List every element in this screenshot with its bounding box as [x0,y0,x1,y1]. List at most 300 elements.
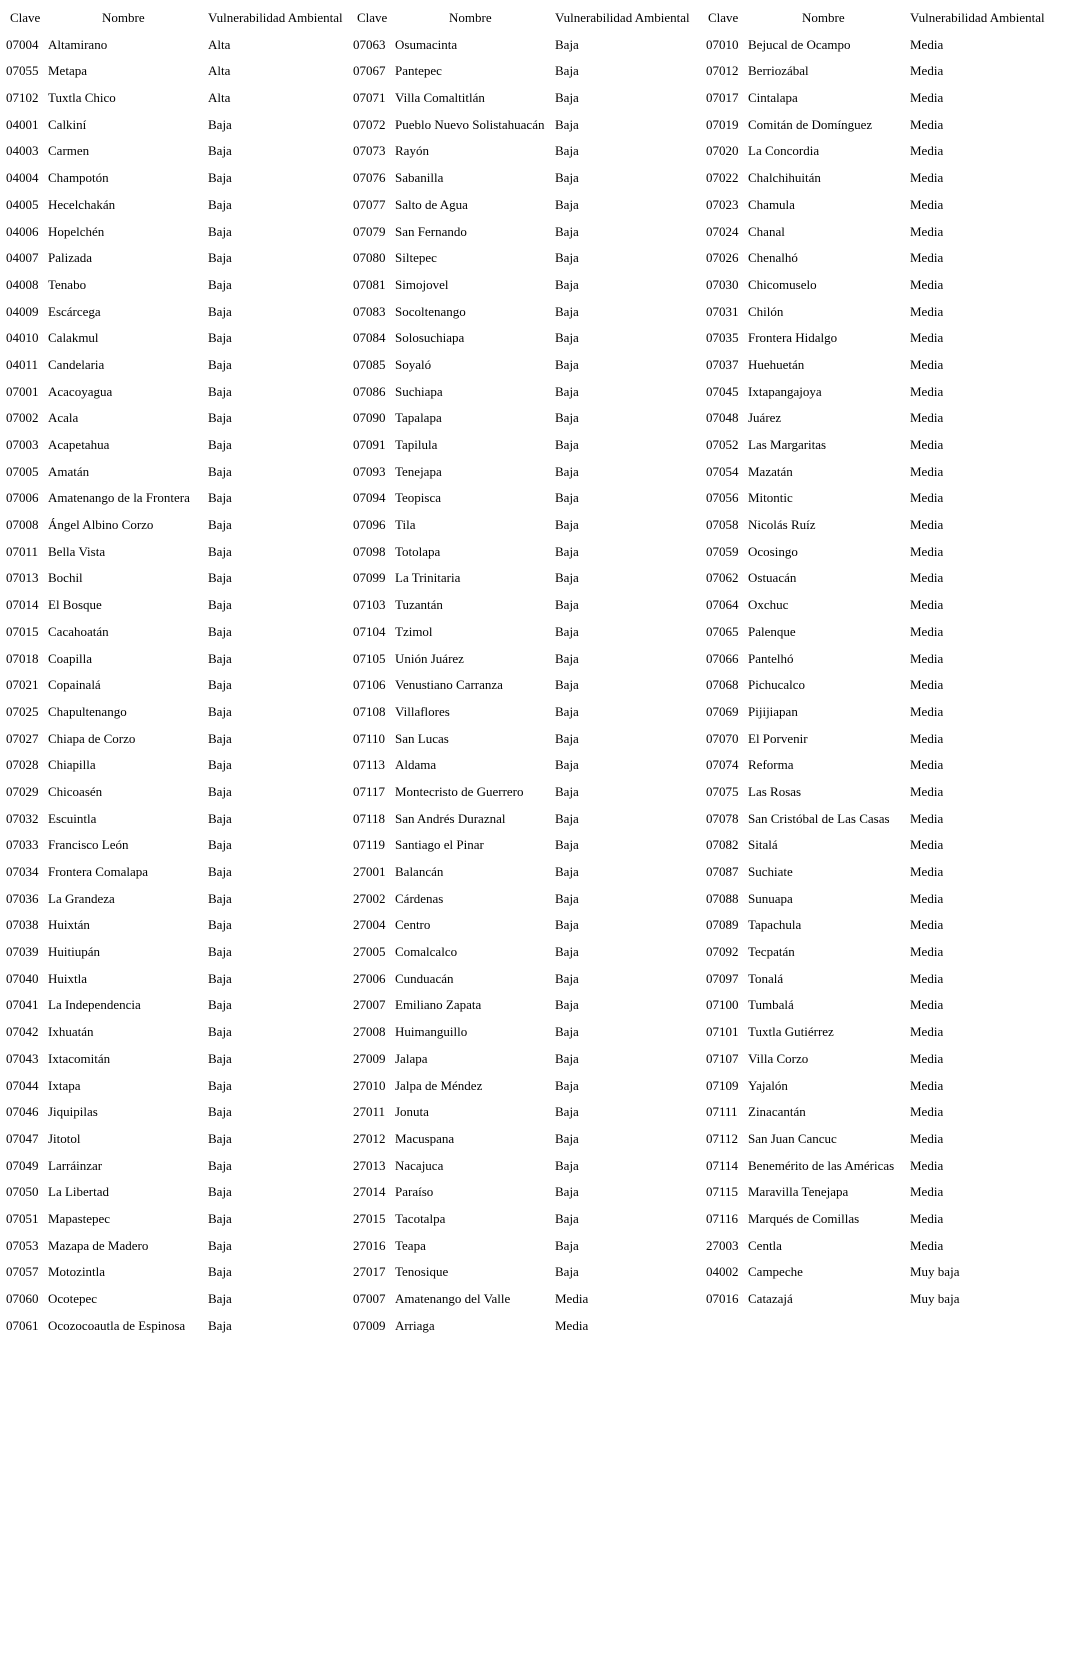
cell-vulnerabilidad: Baja [555,917,579,933]
cell-nombre: Tapalapa [395,410,442,426]
cell-nombre: Cacahoatán [48,623,109,639]
cell-clave: 04006 [6,223,39,239]
cell-nombre: San Lucas [395,730,449,746]
cell-vulnerabilidad: Media [910,1184,944,1200]
cell-clave: 27006 [353,970,386,986]
cell-nombre: Chicomuselo [748,276,817,292]
cell-nombre: Tuzantán [395,597,443,613]
cell-vulnerabilidad: Baja [208,1077,232,1093]
cell-vulnerabilidad: Media [910,330,944,346]
cell-clave: 07047 [6,1130,39,1146]
cell-nombre: Sitalá [748,837,778,853]
cell-clave: 07001 [6,383,39,399]
cell-nombre: Socoltenango [395,303,466,319]
cell-clave: 07114 [706,1157,739,1173]
cell-nombre: Osumacinta [395,36,458,52]
cell-vulnerabilidad: Baja [208,543,232,559]
cell-nombre: San Juan Cancuc [748,1130,837,1146]
cell-vulnerabilidad: Baja [555,303,579,319]
cell-vulnerabilidad: Media [910,276,944,292]
cell-clave: 07035 [706,330,739,346]
cell-clave: 27013 [353,1157,386,1173]
cell-clave: 07106 [353,677,386,693]
cell-vulnerabilidad: Baja [555,997,579,1013]
cell-vulnerabilidad: Baja [555,36,579,52]
cell-clave: 07015 [6,623,39,639]
cell-nombre: Motozintla [48,1264,106,1280]
cell-clave: 07020 [706,143,739,159]
cell-clave: 07013 [6,570,39,586]
cell-clave: 27001 [353,864,386,879]
cell-vulnerabilidad: Media [910,1104,944,1120]
cell-nombre: Pantepec [395,63,442,79]
cell-clave: 07072 [353,116,386,132]
cell-clave: 07018 [6,650,39,666]
cell-clave: 27007 [353,997,386,1013]
cell-vulnerabilidad: Baja [208,116,232,132]
cell-clave: 07055 [6,63,39,79]
cell-nombre: Totolapa [395,543,441,559]
cell-vulnerabilidad: Media [910,890,944,906]
cell-clave: 07023 [706,196,739,212]
cell-vulnerabilidad: Baja [555,783,579,799]
cell-vulnerabilidad: Baja [555,223,579,239]
cell-vulnerabilidad: Baja [555,810,579,826]
cell-vulnerabilidad: Baja [555,383,579,399]
cell-nombre: Amatán [48,463,90,479]
cell-clave: 07102 [6,90,39,106]
cell-clave: 07051 [6,1210,39,1226]
cell-clave: 07117 [353,783,386,799]
cell-clave: 07017 [706,90,739,106]
cell-vulnerabilidad: Baja [208,303,232,319]
header-vulnerabilidad: Vulnerabilidad Ambiental [555,10,690,25]
cell-vulnerabilidad: Alta [208,36,231,52]
cell-nombre: Mazatán [748,463,793,479]
cell-vulnerabilidad: Media [910,543,944,559]
cell-nombre: Tumbalá [748,997,794,1013]
cell-clave: 07003 [6,437,39,452]
cell-clave: 27014 [353,1184,386,1200]
cell-vulnerabilidad: Muy baja [910,1291,960,1306]
cell-nombre: Maravilla Tenejapa [748,1184,849,1200]
cell-clave: 07077 [353,196,386,212]
cell-nombre: Oxchuc [748,597,789,613]
cell-clave: 07073 [353,143,386,159]
cell-vulnerabilidad: Baja [555,1157,579,1173]
cell-nombre: Huixtán [48,917,90,933]
cell-vulnerabilidad: Media [910,463,944,479]
cell-clave: 04007 [6,250,39,266]
cell-clave: 07062 [706,570,739,586]
cell-nombre: Chamula [748,196,795,212]
cell-nombre: Suchiapa [395,383,443,399]
cell-nombre: Amatenango del Valle [395,1291,511,1306]
cell-vulnerabilidad: Media [910,970,944,986]
cell-clave: 07025 [6,703,39,719]
cell-nombre: La Grandeza [48,890,115,906]
cell-clave: 07034 [6,864,39,879]
cell-vulnerabilidad: Baja [208,330,232,346]
cell-vulnerabilidad: Baja [555,1024,579,1040]
cell-vulnerabilidad: Baja [208,250,232,266]
cell-nombre: Chiapilla [48,757,96,773]
cell-vulnerabilidad: Baja [555,837,579,853]
cell-vulnerabilidad: Media [910,864,944,879]
cell-clave: 07064 [706,597,739,613]
cell-nombre: Cárdenas [395,890,444,906]
cell-nombre: Ixtapa [48,1077,81,1093]
cell-nombre: Tuxtla Gutiérrez [748,1024,834,1040]
cell-vulnerabilidad: Baja [208,623,232,639]
cell-nombre: Montecristo de Guerrero [395,783,524,799]
cell-clave: 07021 [6,677,39,693]
cell-nombre: Pichucalco [748,677,806,693]
cell-clave: 07045 [706,383,739,399]
cell-nombre: Acapetahua [48,437,110,452]
cell-clave: 07070 [706,730,739,746]
cell-nombre: Chicoasén [48,783,103,799]
cell-nombre: Huitiupán [48,944,100,960]
cell-nombre: Solosuchiapa [395,330,465,346]
cell-vulnerabilidad: Media [910,250,944,266]
cell-nombre: Santiago el Pinar [395,837,484,853]
cell-vulnerabilidad: Media [555,1317,589,1333]
cell-nombre: Candelaria [48,356,105,372]
cell-vulnerabilidad: Baja [208,276,232,292]
cell-vulnerabilidad: Baja [555,570,579,586]
cell-clave: 07099 [353,570,386,586]
cell-clave: 07089 [706,917,739,933]
cell-clave: 07060 [6,1291,39,1306]
cell-clave: 07097 [706,970,739,986]
cell-clave: 07002 [6,410,39,426]
cell-vulnerabilidad: Baja [208,517,232,533]
cell-nombre: Coapilla [48,650,93,666]
cell-nombre: Zinacantán [748,1104,806,1120]
cell-vulnerabilidad: Baja [555,703,579,719]
cell-clave: 07088 [706,890,739,906]
cell-vulnerabilidad: Baja [555,1264,579,1280]
cell-vulnerabilidad: Baja [555,437,579,452]
cell-nombre: Villa Corzo [748,1050,809,1066]
cell-vulnerabilidad: Media [910,303,944,319]
cell-clave: 07010 [706,36,739,52]
cell-nombre: Chanal [748,223,785,239]
cell-nombre: Nacajuca [395,1157,444,1173]
cell-clave: 07087 [706,864,739,879]
cell-vulnerabilidad: Baja [208,864,232,879]
cell-vulnerabilidad: Baja [555,490,579,506]
cell-nombre: Ixtapangajoya [748,383,822,399]
cell-vulnerabilidad: Media [910,36,944,52]
cell-clave: 07004 [6,36,39,52]
cell-nombre: Centla [748,1237,782,1253]
cell-vulnerabilidad: Media [910,1237,944,1253]
cell-nombre: Hopelchén [48,223,105,239]
cell-nombre: Juárez [748,410,782,426]
cell-clave: 07069 [706,703,739,719]
cell-nombre: Rayón [395,143,429,159]
cell-vulnerabilidad: Baja [208,490,232,506]
cell-nombre: La Concordia [748,143,820,159]
cell-clave: 04005 [6,196,39,212]
cell-clave: 07071 [353,90,386,106]
cell-vulnerabilidad: Baja [208,570,232,586]
cell-clave: 07078 [706,810,739,826]
cell-nombre: Chiapa de Corzo [48,730,136,746]
cell-clave: 07039 [6,944,39,960]
cell-clave: 07057 [6,1264,39,1280]
cell-nombre: Chalchihuitán [748,170,821,186]
cell-clave: 27015 [353,1210,386,1226]
cell-clave: 07080 [353,250,386,266]
cell-nombre: Calakmul [48,330,99,346]
cell-vulnerabilidad: Baja [555,730,579,746]
cell-vulnerabilidad: Baja [555,463,579,479]
cell-vulnerabilidad: Media [910,490,944,506]
cell-clave: 04010 [6,330,39,346]
cell-clave: 04002 [706,1264,739,1280]
cell-vulnerabilidad: Baja [208,383,232,399]
cell-vulnerabilidad: Baja [555,143,579,159]
cell-vulnerabilidad: Media [910,944,944,960]
cell-nombre: Tacotalpa [395,1210,446,1226]
cell-nombre: Mapastepec [48,1210,111,1226]
cell-nombre: Tapilula [395,437,438,452]
cell-clave: 07029 [6,783,39,799]
cell-clave: 07058 [706,517,739,533]
cell-clave: 27012 [353,1130,386,1146]
cell-clave: 07101 [706,1024,739,1040]
cell-vulnerabilidad: Media [910,783,944,799]
cell-vulnerabilidad: Media [910,1077,944,1093]
cell-nombre: El Porvenir [748,730,808,746]
cell-nombre: La Independencia [48,997,141,1013]
cell-nombre: Tonalá [748,970,784,986]
cell-nombre: Jalpa de Méndez [395,1077,483,1093]
cell-nombre: Ocosingo [748,543,798,559]
cell-vulnerabilidad: Baja [555,543,579,559]
cell-vulnerabilidad: Baja [555,890,579,906]
cell-clave: 04003 [6,143,39,159]
cell-vulnerabilidad: Baja [555,410,579,426]
cell-clave: 07111 [706,1104,738,1120]
cell-vulnerabilidad: Media [910,1024,944,1040]
cell-clave: 07006 [6,490,39,506]
cell-nombre: Francisco León [48,837,129,853]
cell-clave: 07100 [706,997,739,1013]
cell-nombre: Arriaga [395,1317,435,1333]
cell-vulnerabilidad: Baja [208,1291,232,1306]
cell-clave: 07027 [6,730,39,746]
cell-vulnerabilidad: Baja [208,1050,232,1066]
cell-nombre: Ocozocoautla de Espinosa [48,1317,186,1333]
header-clave: Clave [10,10,41,25]
cell-clave: 27011 [353,1104,386,1120]
cell-nombre: Catazajá [748,1291,793,1306]
cell-nombre: Frontera Hidalgo [748,330,838,346]
cell-clave: 07068 [706,677,739,693]
cell-clave: 27004 [353,917,386,933]
cell-clave: 07040 [6,970,39,986]
cell-nombre: Emiliano Zapata [395,997,482,1013]
cell-vulnerabilidad: Baja [208,410,232,426]
cell-nombre: Tuxtla Chico [48,90,116,106]
cell-nombre: Ixtacomitán [48,1050,111,1066]
cell-clave: 07086 [353,383,386,399]
cell-nombre: Palizada [48,250,93,266]
cell-vulnerabilidad: Media [910,1210,944,1226]
cell-clave: 07118 [353,810,386,826]
header-vulnerabilidad: Vulnerabilidad Ambiental [910,10,1045,25]
cell-clave: 07076 [353,170,386,186]
cell-vulnerabilidad: Baja [555,623,579,639]
cell-nombre: Bejucal de Ocampo [748,36,851,52]
header-nombre: Nombre [449,10,492,25]
cell-vulnerabilidad: Media [910,63,944,79]
cell-nombre: Centro [395,917,431,933]
cell-vulnerabilidad: Baja [208,1157,232,1173]
cell-clave: 07115 [706,1184,739,1200]
cell-vulnerabilidad: Baja [555,1237,579,1253]
cell-nombre: Campeche [748,1264,803,1280]
cell-nombre: Pueblo Nuevo Solistahuacán [395,116,545,132]
cell-clave: 07036 [6,890,39,906]
cell-vulnerabilidad: Media [910,437,944,452]
cell-nombre: Sabanilla [395,170,444,186]
cell-nombre: Altamirano [48,36,108,52]
cell-nombre: Yajalón [748,1077,788,1093]
cell-vulnerabilidad: Baja [208,170,232,186]
cell-vulnerabilidad: Alta [208,63,231,79]
cell-clave: 27002 [353,890,386,906]
cell-nombre: Chapultenango [48,703,127,719]
cell-clave: 07050 [6,1184,39,1200]
cell-clave: 07082 [706,837,739,853]
cell-nombre: Tenejapa [395,463,442,479]
cell-vulnerabilidad: Media [910,597,944,613]
cell-nombre: Paraíso [395,1184,434,1200]
cell-vulnerabilidad: Baja [555,970,579,986]
cell-clave: 07052 [706,437,739,452]
cell-clave: 27005 [353,944,386,960]
cell-vulnerabilidad: Baja [208,997,232,1013]
cell-vulnerabilidad: Baja [555,356,579,372]
cell-clave: 07091 [353,437,386,452]
cell-clave: 07119 [353,837,386,853]
cell-clave: 07028 [6,757,39,773]
cell-vulnerabilidad: Baja [555,1130,579,1146]
cell-vulnerabilidad: Media [910,917,944,933]
cell-nombre: Ixhuatán [48,1024,94,1040]
header-nombre: Nombre [802,10,845,25]
cell-clave: 07046 [6,1104,39,1120]
cell-vulnerabilidad: Baja [208,1210,232,1226]
cell-clave: 07096 [353,517,386,533]
cell-vulnerabilidad: Media [910,196,944,212]
cell-vulnerabilidad: Media [910,623,944,639]
cell-nombre: Acala [48,410,79,426]
cell-nombre: El Bosque [48,597,102,613]
cell-vulnerabilidad: Media [910,1050,944,1066]
cell-vulnerabilidad: Media [910,223,944,239]
cell-vulnerabilidad: Media [910,570,944,586]
cell-clave: 07104 [353,623,386,639]
cell-clave: 04009 [6,303,39,319]
cell-vulnerabilidad: Baja [208,890,232,906]
cell-nombre: Pijijiapan [748,703,798,719]
cell-vulnerabilidad: Media [910,170,944,186]
cell-nombre: Ocotepec [48,1291,98,1306]
cell-clave: 07094 [353,490,386,506]
cell-vulnerabilidad: Baja [208,1237,232,1253]
cell-vulnerabilidad: Media [910,517,944,533]
cell-vulnerabilidad: Baja [208,677,232,693]
cell-vulnerabilidad: Baja [208,1130,232,1146]
cell-vulnerabilidad: Baja [208,437,232,452]
cell-nombre: La Libertad [48,1184,109,1200]
cell-vulnerabilidad: Baja [555,1184,579,1200]
header-vulnerabilidad: Vulnerabilidad Ambiental [208,10,343,25]
cell-vulnerabilidad: Baja [555,330,579,346]
cell-nombre: Tenosique [395,1264,449,1280]
cell-clave: 27017 [353,1264,386,1280]
cell-clave: 07005 [6,463,39,479]
cell-clave: 07079 [353,223,386,239]
cell-nombre: Sunuapa [748,890,793,906]
cell-clave: 07011 [6,543,39,559]
cell-clave: 07037 [706,356,739,372]
cell-clave: 07061 [6,1317,39,1333]
cell-vulnerabilidad: Media [910,677,944,693]
cell-nombre: Chenalhó [748,250,798,266]
cell-vulnerabilidad: Baja [555,196,579,212]
cell-clave: 07049 [6,1157,39,1173]
cell-nombre: Teapa [395,1237,426,1253]
cell-nombre: Villaflores [395,703,450,719]
cell-vulnerabilidad: Baja [208,1264,232,1280]
cell-clave: 07042 [6,1024,39,1040]
cell-clave: 07066 [706,650,739,666]
cell-nombre: Bochil [48,570,83,586]
cell-clave: 07063 [353,36,386,52]
cell-nombre: Cunduacán [395,970,454,986]
cell-clave: 07084 [353,330,386,346]
cell-vulnerabilidad: Media [910,1130,944,1146]
cell-vulnerabilidad: Media [910,1157,944,1173]
cell-clave: 07105 [353,650,386,666]
cell-nombre: San Fernando [395,223,467,239]
cell-nombre: Palenque [748,623,796,639]
cell-clave: 27009 [353,1050,386,1066]
cell-vulnerabilidad: Media [910,143,944,159]
cell-nombre: Escuintla [48,810,97,826]
cell-nombre: Escárcega [48,303,101,319]
cell-nombre: Benemérito de las Américas [748,1157,895,1173]
cell-clave: 07024 [706,223,739,239]
cell-clave: 07026 [706,250,739,266]
cell-clave: 07103 [353,597,386,613]
cell-clave: 04008 [6,276,39,292]
cell-vulnerabilidad: Media [910,650,944,666]
cell-clave: 07048 [706,410,739,426]
cell-clave: 07033 [6,837,39,853]
cell-vulnerabilidad: Media [910,730,944,746]
cell-vulnerabilidad: Baja [555,650,579,666]
cell-vulnerabilidad: Media [910,703,944,719]
cell-clave: 04004 [6,170,39,186]
